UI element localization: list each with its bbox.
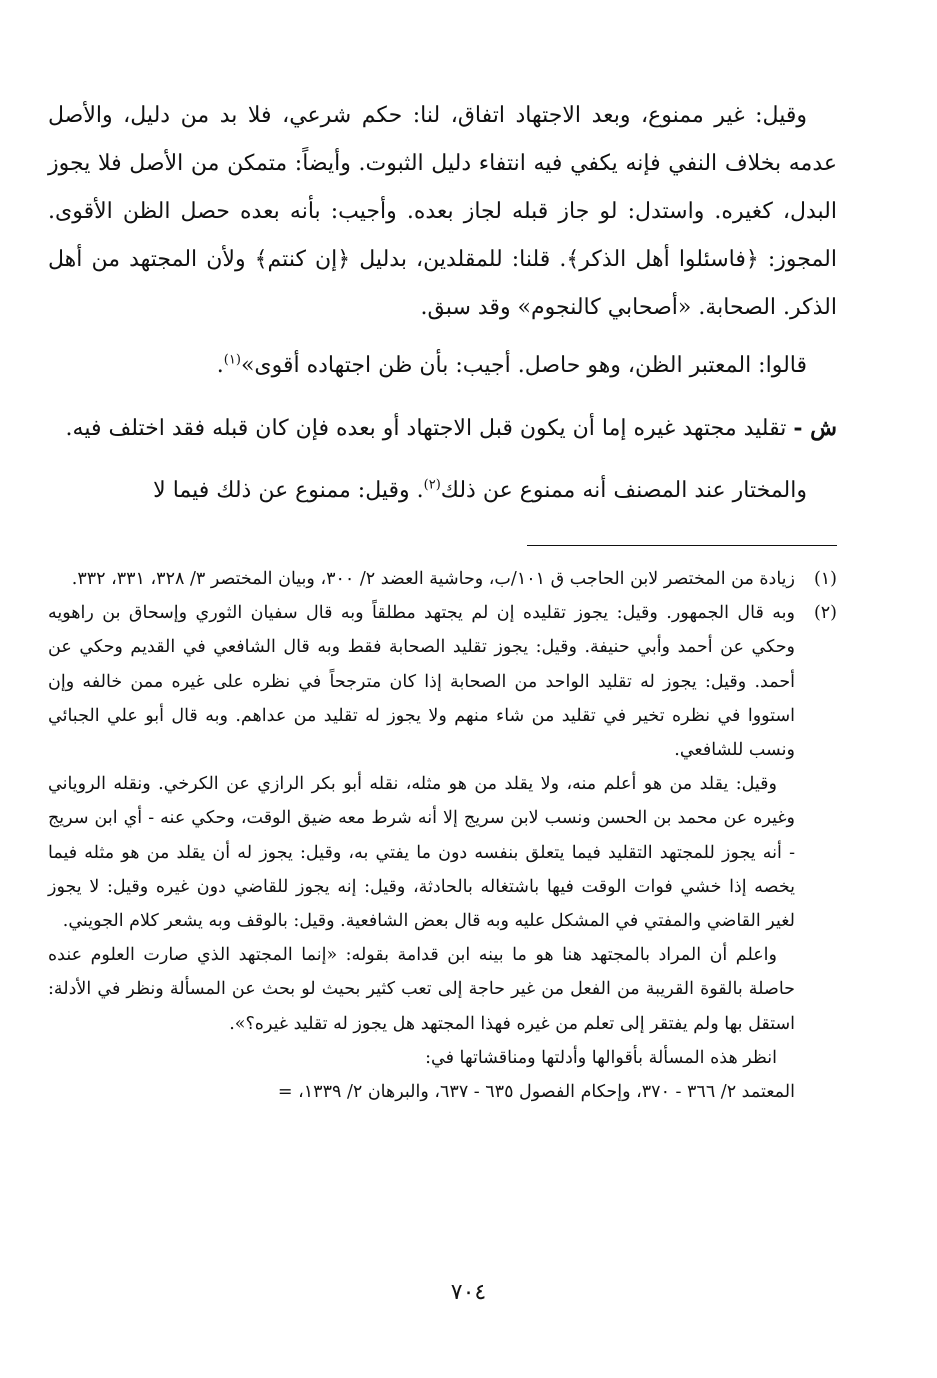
main-text [48,92,837,515]
footnotes [48,562,837,1109]
paragraph-1: وقيل: غير ممنوع، وبعد الاجتهاد اتفاق، لنا: حكم شرعي، فلا بد من دليل، والأصل عدمه بخلاف النفي فإنه يكفي فيه انتفاء دليل الثبوت. وأيضاً: متمكن من الأصل فلا يجوز البدل، كغيره. واستدل: لو جاز قبله لجاز بعده. وأجيب: بأنه بعده حصل الظن الأقوى. المجوز: ﴿فاسئلوا أهل الذكر﴾. قلنا: للمقلدين، بدليل ﴿إن كنتم﴾ ولأن المجتهد من أهل الذكر. الصحابة. «أصحابي كالنجوم» وقد سبق. [48,103,837,320]
footnote-1-number: (١) [813,569,837,589]
paragraph-3-text: تقليد مجتهد غيره إما أن يكون قبل الاجتهاد أو بعده فإن كان قبله فقد اختلف فيه. [65,416,794,441]
footnote-2-number: (٢) [813,603,837,624]
sharh-marker: ش - [793,415,837,441]
paragraph-4-end: . وقيل: ممنوع عن ذلك فيما لا [153,478,424,503]
paragraph-2 [48,342,837,390]
page-number: ٧٠٤ [450,1280,487,1305]
footnote-2 [48,596,837,1109]
footnote-separator [527,545,837,546]
paragraph-4-text: والمختار عند المصنف أنه ممنوع عن ذلك [440,478,807,503]
paragraph-2-text: قالوا: المعتبر الظن، وهو حاصل. أجيب: بأن ظن اجتهاده أقوى» [240,353,807,378]
paragraph-2-end: . [216,353,224,378]
footnote-2-text-d: انظر هذه المسألة بأقوالها وأدلتها ومناقشاتها في: [425,1047,777,1068]
footnote-2-text-b: وقيل: يقلد من هو أعلم منه، ولا يقلد من هو مثله، نقله أبو بكر الرازي عن الكرخي. ونقله الروياني وغيره عن محمد بن الحسن ونسب لابن سريج إلا أنه شرط معه ضيق الوقت، وحكي عنه - أي ابن سريج - أنه يجوز للمجتهد التقليد فيما يتعلق بنفسه دون ما يفتي به، وقيل: يجوز له أن يقلد من هو مثله فيما يخصه إذا خشي فوات الوقت فيها باشتغاله بالحادثة، وقيل: إنه يجوز للقاضي دون غيره وقيل: لا يجوز لغير القاضي والمفتي في المشكل عليه وبه قال بعض الشافعية. وقيل: بالوقف وبه يشعر كلام الجويني. [48,774,795,932]
page-content [48,92,837,1109]
footnote-ref-2[interactable]: (٢) [423,477,441,493]
footnote-2-text-e: المعتمد ٢/ ٣٦٦ - ٣٧٠، وإحكام الفصول ٦٣٥ - ٦٣٧، والبرهان ٢/ ١٣٣٩، = [277,1082,795,1103]
footnote-1-text: زيادة من المختصر لابن الحاجب ق ١٠١/ب، وحاشية العضد ٢/ ٣٠٠، وبيان المختصر ٣/ ٣٢٨، ٣٣١، ٣٣٢. [71,569,795,589]
footnote-2-text-c: واعلم أن المراد بالمجتهد هنا هو ما بينه ابن قدامة بقوله: «إنما المجتهد الذي صارت العلوم عنده حاصلة بالقوة القريبة من الفعل من غير حاجة إلى تعب كثير بحيث لو بحث عن المسألة ونظر في الأدلة: استقل بها ولم يفتقر إلى تعلم من غيره فهذا المجتهد هل يجوز له تقليد غيره؟». [48,945,795,1034]
footnote-ref-1[interactable]: (١) [223,352,241,368]
footnote-2-text-a: وبه قال الجمهور. وقيل: يجوز تقليده إن لم يجتهد مطلقاً وبه قال سفيان الثوري وإسحاق بن راهويه وحكي عن أحمد وأبي حنيفة. وقيل: يجوز تقليد الصحابة فقط وبه قال الشافعي في القديم وحكي عن أحمد. وقيل: يجوز له تقليد الواحد من الصحابة إذا كان مترجحاً في نظره على غيره ممن خالفه وإن استووا في نظره تخير في تقليد من شاء منهم ولا يجوز له تقليد من عداهم. وبه قال أبو علي الجبائي ونسب للشافعي. [48,603,795,761]
paragraph-4 [48,467,837,515]
footnote-1 [48,562,837,596]
paragraph-3 [48,404,837,453]
